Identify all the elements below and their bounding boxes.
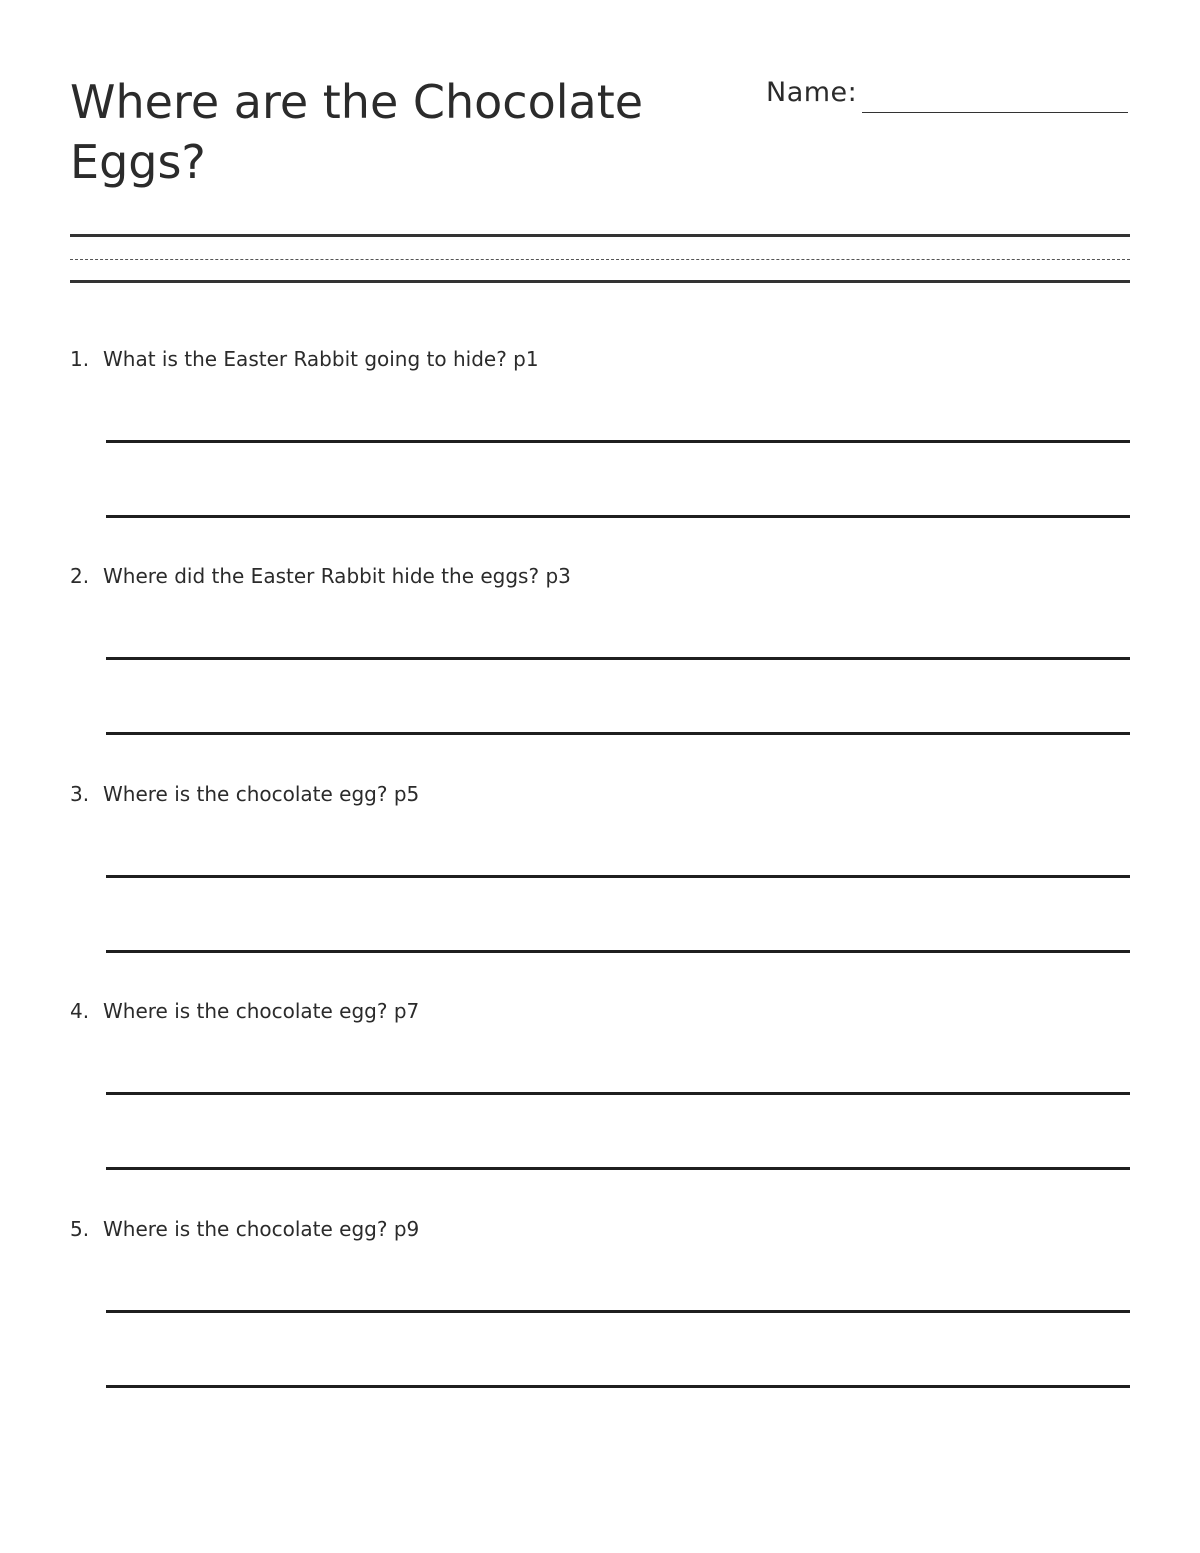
handwriting-top-line	[70, 234, 1130, 237]
worksheet-title: Where are the Chocolate Eggs?	[70, 75, 644, 189]
question-2	[0, 563, 1200, 763]
question-1	[0, 346, 1200, 546]
answer-line[interactable]	[106, 950, 1130, 953]
question-4	[0, 998, 1200, 1198]
question-number: 1.	[70, 347, 90, 371]
answer-line[interactable]	[106, 1092, 1130, 1095]
answer-line[interactable]	[106, 440, 1130, 443]
answer-line[interactable]	[106, 1310, 1130, 1313]
answer-line[interactable]	[106, 515, 1130, 518]
question-text: What is the Easter Rabbit going to hide? p1	[103, 347, 539, 371]
question-5	[0, 1216, 1200, 1416]
handwriting-midline-dashed	[70, 259, 1130, 260]
question-text: Where is the chocolate egg? p9	[103, 1217, 420, 1241]
question-number: 4.	[70, 999, 90, 1023]
question-3	[0, 781, 1200, 981]
name-label: Name:	[766, 77, 858, 108]
question-text: Where did the Easter Rabbit hide the eggs? p3	[103, 564, 571, 588]
answer-line[interactable]	[106, 1385, 1130, 1388]
question-text: Where is the chocolate egg? p5	[103, 782, 420, 806]
question-number: 3.	[70, 782, 90, 806]
answer-line[interactable]	[106, 732, 1130, 735]
name-field[interactable]	[862, 112, 1128, 113]
question-text: Where is the chocolate egg? p7	[103, 999, 420, 1023]
answer-line[interactable]	[106, 875, 1130, 878]
answer-line[interactable]	[106, 657, 1130, 660]
question-number: 2.	[70, 564, 90, 588]
answer-line[interactable]	[106, 1167, 1130, 1170]
handwriting-base-line	[70, 280, 1130, 283]
question-number: 5.	[70, 1217, 90, 1241]
